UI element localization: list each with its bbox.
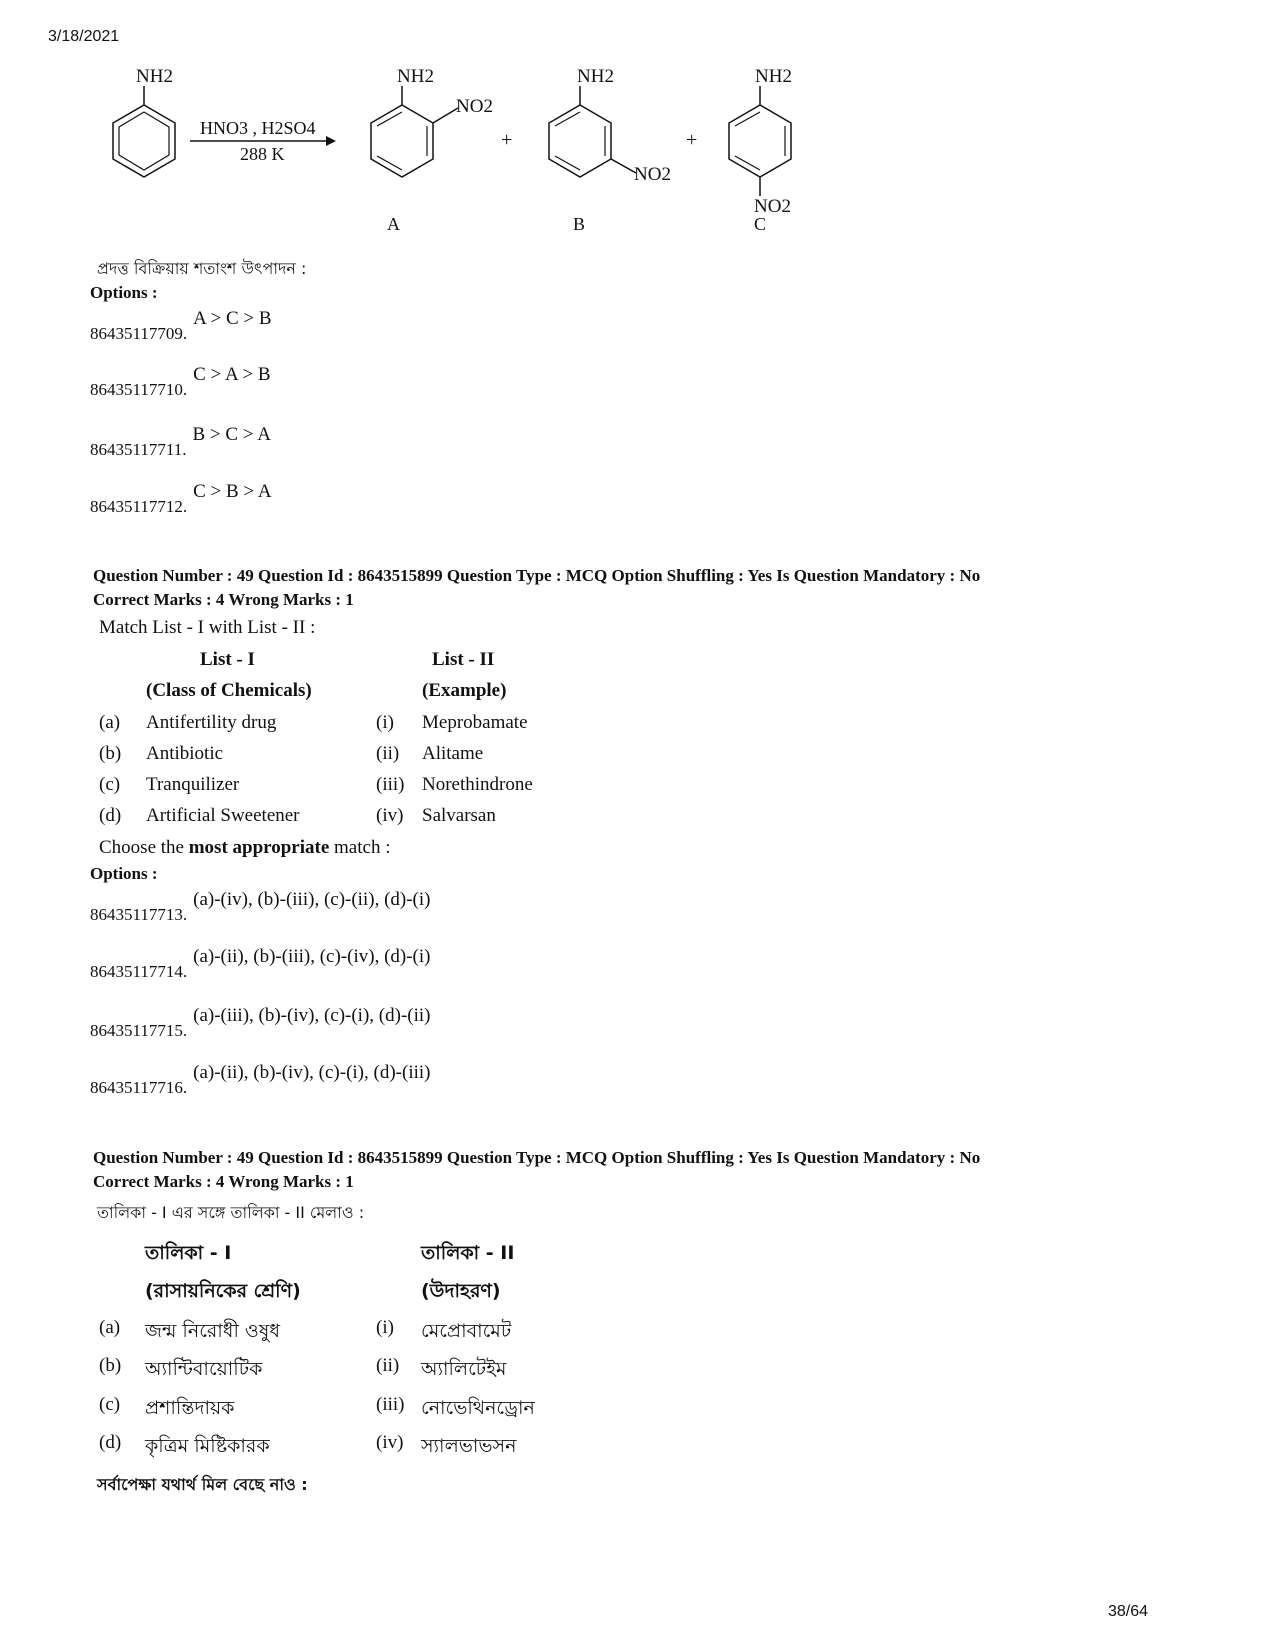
list1-title: List - I	[200, 649, 255, 670]
list1-subtitle: (Class of Chemicals)	[146, 680, 312, 701]
row-key: (d)	[99, 1432, 122, 1453]
aniline-structure	[113, 66, 175, 177]
option-id: 86435117715.	[90, 1021, 188, 1040]
marks-line: Correct Marks : 4 Wrong Marks : 1	[93, 590, 354, 609]
marks-line: Correct Marks : 4 Wrong Marks : 1	[93, 1172, 354, 1191]
reaction-scheme	[100, 60, 820, 240]
plus-sign-1: +	[501, 129, 513, 151]
label-b: B	[573, 214, 586, 234]
row-left: কৃত্রিম মিষ্টিকারক	[145, 1435, 270, 1457]
row-left: Artificial Sweetener	[146, 805, 300, 826]
option-text: C > B > A	[193, 481, 272, 502]
row-num: (iv)	[376, 1432, 404, 1453]
q49-en-options-label: Options :	[90, 864, 158, 883]
row-left: জন্ম নিরোধী ওষুধ	[145, 1320, 281, 1342]
page-number: 38/64	[1107, 1603, 1148, 1620]
option-text: A > C > B	[193, 308, 272, 329]
product-a-structure	[371, 66, 493, 234]
row-key: (c)	[99, 774, 121, 795]
product-b-amine: NH2	[577, 66, 614, 87]
option-id: 86435117710.	[90, 380, 188, 399]
row-key: (d)	[99, 805, 122, 826]
row-num: (i)	[376, 712, 394, 733]
list2-subtitle: (উদাহরণ)	[421, 1280, 501, 1302]
list2-title: List - II	[432, 649, 495, 670]
choose-post: match :	[329, 837, 391, 858]
row-num: (i)	[376, 1317, 394, 1338]
list2-subtitle: (Example)	[422, 680, 507, 701]
row-num: (iii)	[376, 1394, 405, 1415]
q48-prompt: প্রদত্ত বিক্রিয়ায় শতাংশ উৎপাদন :	[97, 259, 307, 278]
q48-option-4[interactable]	[90, 481, 272, 517]
option-id: 86435117716.	[90, 1078, 188, 1097]
row-num: (iii)	[376, 774, 405, 795]
q48-option-2[interactable]	[90, 364, 271, 400]
row-right: নোভেথিনড্রোন	[421, 1397, 535, 1419]
print-date: 3/18/2021	[48, 28, 120, 45]
row-key: (a)	[99, 712, 121, 733]
q49-option-1[interactable]	[90, 889, 431, 925]
row-num: (ii)	[376, 743, 400, 764]
option-text: C > A > B	[193, 364, 271, 385]
row-num: (iv)	[376, 805, 404, 826]
row-right: অ্যালিটেইম	[421, 1358, 507, 1380]
row-right: Salvarsan	[422, 805, 496, 826]
row-right: মেপ্রোবামেট	[421, 1320, 512, 1342]
reaction-arrow	[190, 118, 336, 164]
plus-sign-2: +	[686, 129, 698, 151]
option-id: 86435117712.	[90, 497, 188, 516]
option-id: 86435117714.	[90, 962, 188, 981]
row-key: (b)	[99, 743, 122, 764]
option-text: (a)-(ii), (b)-(iii), (c)-(iv), (d)-(i)	[193, 946, 431, 967]
reagents-label: HNO3 , H2SO4	[200, 118, 316, 138]
list1-title: তালিকা - I	[145, 1242, 232, 1264]
row-num: (ii)	[376, 1355, 400, 1376]
q49-bn-choose: সর্বাপেক্ষা যথার্থ মিল বেছে নাও :	[97, 1475, 308, 1494]
q48-options-label: Options :	[90, 283, 158, 302]
q49-bn-stem: তালিকা - I এর সঙ্গে তালিকা - II মেলাও :	[97, 1203, 365, 1222]
product-a-amine: NH2	[397, 66, 434, 87]
q49-en-choose	[99, 837, 390, 859]
question-meta-line: Question Number : 49 Question Id : 8643515899 Question Type : MCQ Option Shuffling : Yes Is Question Mandatory : No	[93, 566, 981, 585]
q48-option-1[interactable]	[90, 308, 272, 344]
option-id: 86435117711.	[90, 440, 187, 459]
choose-pre: Choose the	[99, 837, 189, 858]
row-key: (c)	[99, 1394, 121, 1415]
product-c-amine: NH2	[755, 66, 792, 87]
row-key: (b)	[99, 1355, 122, 1376]
q49-option-4[interactable]	[90, 1062, 431, 1098]
choose-bold: most appropriate	[188, 837, 330, 858]
row-left: Tranquilizer	[146, 774, 240, 795]
label-c: C	[754, 214, 767, 234]
row-left: অ্যান্টিবায়োটিক	[145, 1358, 263, 1380]
q49-option-3[interactable]	[90, 1005, 431, 1041]
option-id: 86435117713.	[90, 905, 188, 924]
product-c-nitro: NO2	[754, 196, 791, 217]
temperature-label: 288 K	[240, 144, 285, 164]
q49-en-stem: Match List - I with List - II :	[99, 617, 316, 638]
row-left: Antifertility drug	[146, 712, 277, 733]
q49-en-header	[93, 564, 1193, 612]
q49-option-2[interactable]	[90, 946, 431, 982]
question-meta-line: Question Number : 49 Question Id : 8643515899 Question Type : MCQ Option Shuffling : Yes Is Question Mandatory : No	[93, 1148, 981, 1167]
row-left: প্রশান্তিদায়ক	[145, 1397, 235, 1419]
q48-option-3[interactable]	[90, 424, 271, 460]
list1-subtitle: (রাসায়নিকের শ্রেণি)	[145, 1280, 301, 1302]
row-right: Meprobamate	[422, 712, 528, 733]
option-id: 86435117709.	[90, 324, 188, 343]
row-right: Alitame	[422, 743, 484, 764]
q49-bn-header	[93, 1146, 1193, 1194]
option-text: (a)-(ii), (b)-(iv), (c)-(i), (d)-(iii)	[193, 1062, 431, 1083]
option-text: B > C > A	[192, 424, 271, 445]
product-b-nitro: NO2	[634, 164, 671, 185]
row-right: Norethindrone	[422, 774, 533, 795]
list2-title: তালিকা - II	[421, 1242, 515, 1264]
product-b-structure	[549, 66, 671, 234]
row-right: স্যালভাভসন	[421, 1435, 517, 1457]
option-text: (a)-(iii), (b)-(iv), (c)-(i), (d)-(ii)	[193, 1005, 431, 1026]
option-text: (a)-(iv), (b)-(iii), (c)-(ii), (d)-(i)	[193, 889, 431, 910]
row-left: Antibiotic	[146, 743, 224, 764]
product-c-structure	[729, 66, 792, 234]
row-key: (a)	[99, 1317, 121, 1338]
product-a-nitro: NO2	[456, 96, 493, 117]
label-a: A	[387, 214, 400, 234]
reactant-amine-label: NH2	[136, 66, 173, 87]
